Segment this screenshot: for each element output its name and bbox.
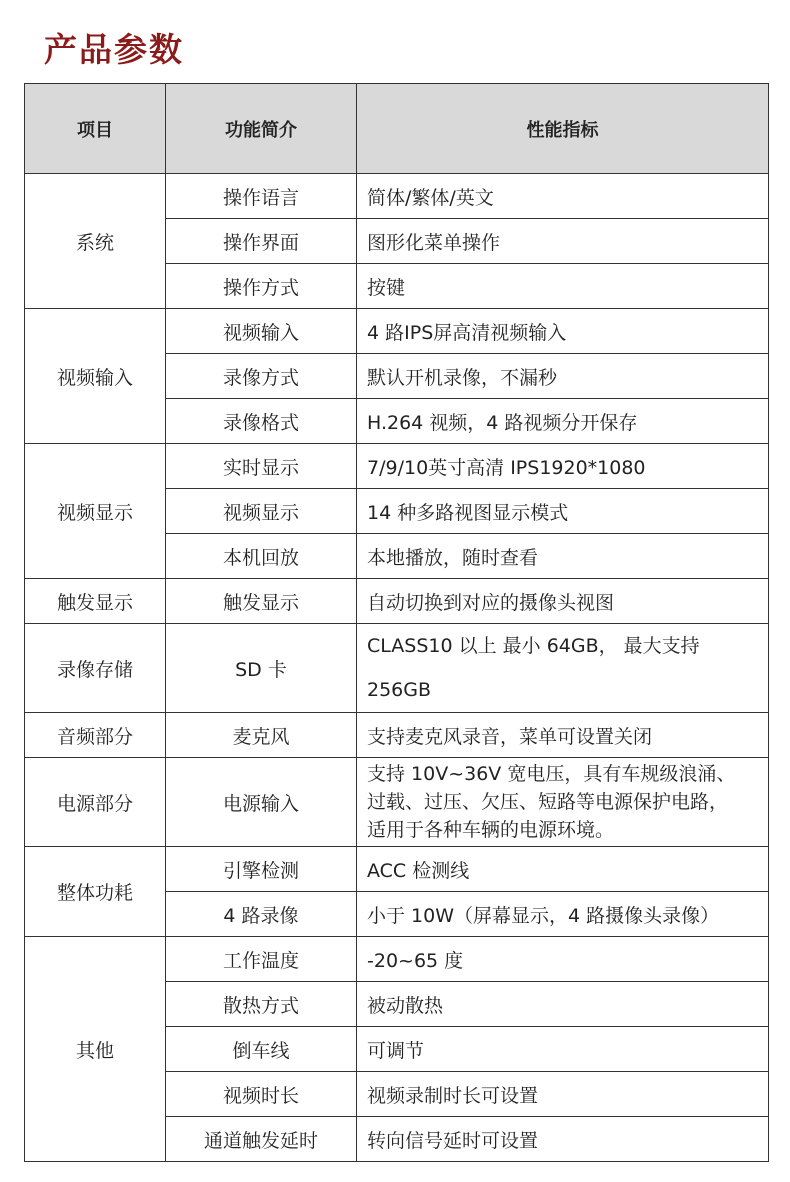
function-cell: 操作方式: [166, 264, 357, 309]
performance-cell: 可调节: [357, 1027, 769, 1072]
performance-cell: 7/9/10英寸高清 IPS1920*1080: [357, 444, 769, 489]
product-parameters-table: [24, 83, 769, 1162]
table-row: [25, 847, 769, 892]
function-cell: 倒车线: [166, 1027, 357, 1072]
performance-cell: 14 种多路视图显示模式: [357, 489, 769, 534]
function-cell: 麦克风: [166, 713, 357, 758]
page-title: 产品参数: [44, 30, 184, 69]
performance-cell: 自动切换到对应的摄像头视图: [357, 579, 769, 624]
performance-cell: [357, 758, 769, 847]
performance-line: CLASS10 以上 最小 64GB， 最大支持: [367, 635, 700, 657]
performance-line: 支持 10V~36V 宽电压，具有车规级浪涌、: [367, 763, 736, 785]
table-row: [25, 309, 769, 354]
group-cell-audio: 音频部分: [25, 713, 166, 758]
function-cell: 录像方式: [166, 354, 357, 399]
group-cell-power-consumption: 整体功耗: [25, 847, 166, 937]
performance-cell: 本地播放，随时查看: [357, 534, 769, 579]
function-cell: 4 路录像: [166, 892, 357, 937]
group-cell-video-input: 视频输入: [25, 309, 166, 444]
performance-cell: 简体/繁体/英文: [357, 174, 769, 219]
performance-cell: 按键: [357, 264, 769, 309]
group-cell-system: 系统: [25, 174, 166, 309]
performance-cell: ACC 检测线: [357, 847, 769, 892]
function-cell: 实时显示: [166, 444, 357, 489]
header-performance: 性能指标: [357, 84, 769, 174]
group-cell-trigger-display: 触发显示: [25, 579, 166, 624]
header-item: 项目: [25, 84, 166, 174]
performance-cell: H.264 视频，4 路视频分开保存: [357, 399, 769, 444]
performance-line: 256GB: [367, 679, 432, 701]
function-cell: 操作界面: [166, 219, 357, 264]
performance-cell: 默认开机录像，不漏秒: [357, 354, 769, 399]
function-cell: 触发显示: [166, 579, 357, 624]
performance-cell: 转向信号延时可设置: [357, 1117, 769, 1162]
table-row: [25, 758, 769, 847]
performance-cell: 被动散热: [357, 982, 769, 1027]
function-cell: 视频时长: [166, 1072, 357, 1117]
header-function: 功能简介: [166, 84, 357, 174]
table-row: [25, 713, 769, 758]
table-header-row: [25, 84, 769, 174]
performance-cell: 小于 10W（屏幕显示，4 路摄像头录像）: [357, 892, 769, 937]
performance-cell: [357, 624, 769, 713]
function-cell: 引擎检测: [166, 847, 357, 892]
function-cell: 视频显示: [166, 489, 357, 534]
group-cell-other: 其他: [25, 937, 166, 1162]
table-row: [25, 444, 769, 489]
function-cell: 视频输入: [166, 309, 357, 354]
performance-cell: -20~65 度: [357, 937, 769, 982]
performance-cell: 4 路IPS屏高清视频输入: [357, 309, 769, 354]
function-cell: 录像格式: [166, 399, 357, 444]
function-cell: 工作温度: [166, 937, 357, 982]
performance-cell: 图形化菜单操作: [357, 219, 769, 264]
table-row: [25, 624, 769, 713]
function-cell: 通道触发延时: [166, 1117, 357, 1162]
function-cell: 电源输入: [166, 758, 357, 847]
group-cell-power: 电源部分: [25, 758, 166, 847]
performance-cell: 视频录制时长可设置: [357, 1072, 769, 1117]
performance-cell: 支持麦克风录音，菜单可设置关闭: [357, 713, 769, 758]
function-cell: 本机回放: [166, 534, 357, 579]
function-cell: SD 卡: [166, 624, 357, 713]
performance-line: 过载、过压、欠压、短路等电源保护电路，: [367, 791, 729, 813]
table-row: [25, 937, 769, 982]
performance-line: 适用于各种车辆的电源环境。: [367, 819, 615, 841]
function-cell: 操作语言: [166, 174, 357, 219]
function-cell: 散热方式: [166, 982, 357, 1027]
group-cell-video-display: 视频显示: [25, 444, 166, 579]
table-row: [25, 579, 769, 624]
table-row: [25, 174, 769, 219]
group-cell-recording-storage: 录像存储: [25, 624, 166, 713]
